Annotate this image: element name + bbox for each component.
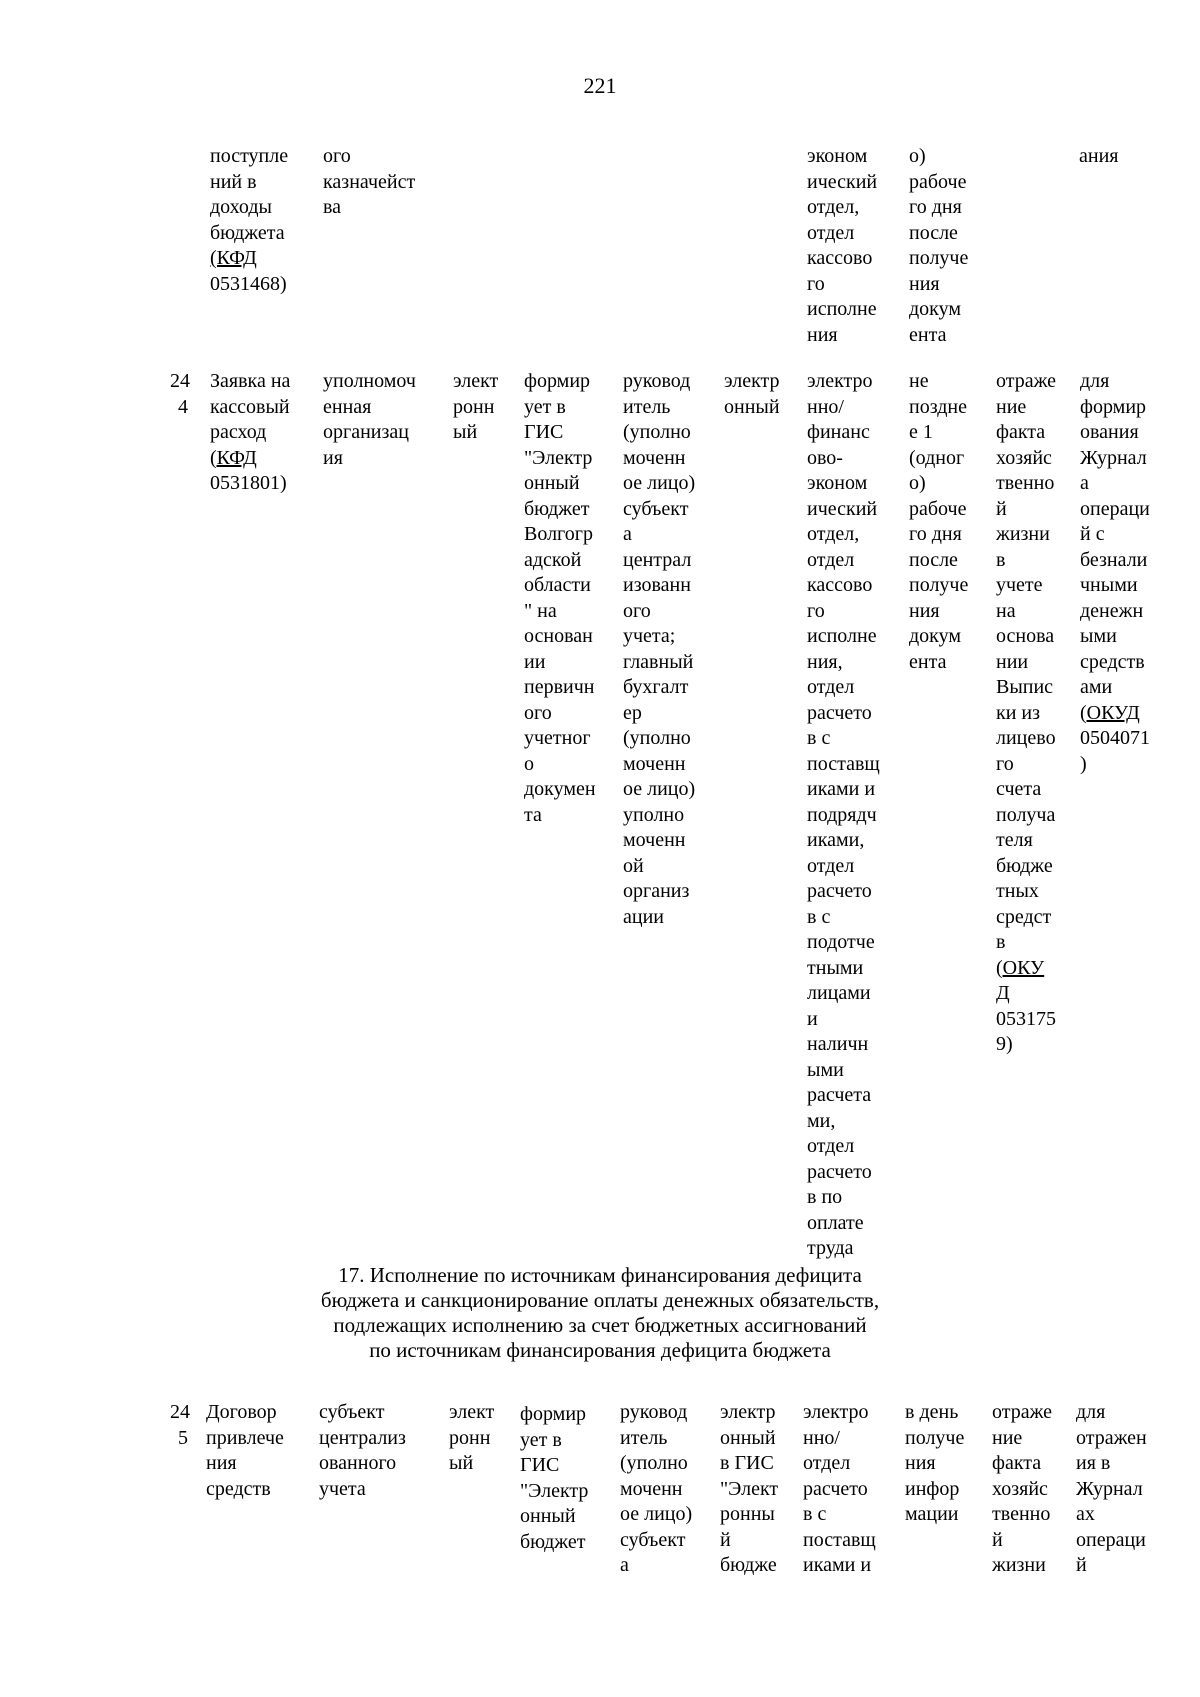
cell-row-245-number: 24 5 (170, 1401, 190, 1449)
cell-continuation-creator: ого казначейст ва (323, 145, 416, 218)
cell-row-245-form2: электр онный в ГИС "Элект ронны й бюдже (720, 1401, 779, 1576)
cell-row-245-recipient: электро нно/ отдел расчето в с поставщ иками и (803, 1401, 876, 1576)
cell-row-244-signer: руковод итель (уполно моченн ое лицо) субъект а централ изованн ого учета; главный бухгалт ер (уполно моченн ое лицо) уполно моченн ой организ ации (623, 370, 696, 928)
cell-row-244-form: элект ронн ый (453, 370, 499, 443)
cell-row-244-creator: уполномоч енная организац ия (323, 370, 416, 469)
cell-row-245-creator: субъект централиз ованного учета (319, 1401, 406, 1500)
cell-row-244-number: 24 4 (170, 370, 190, 418)
cell-continuation-name: поступле ний в доходы бюджета (КФД 0531468) (210, 145, 289, 295)
cell-row-245-purpose: для отражен ия в Журнал ах операци й (1076, 1401, 1147, 1576)
section-heading: 17. Исполнение по источникам финансирования дефицита бюджета и санкционирование оплаты денежных обязательств, подлежащих исполнению за счет бюджетных ассигнований по источникам финансирования дефицита бюджета (320, 1263, 880, 1362)
cell-row-245-form: элект ронн ый (449, 1401, 495, 1474)
cell-row-244-purpose: для формир ования Журнал а операци й с безнали чными денежн ыми средств ами (ОКУД 0504071 ) (1080, 370, 1150, 775)
cell-row-245-deadline: в день получе ния инфор мации (905, 1401, 965, 1525)
cell-row-244-name: Заявка на кассовый расход (КФД 0531801) (210, 370, 291, 494)
cell-row-244-method: формир ует в ГИС "Электр онный бюджет Волгогр адской области " на основан ии первичн ого учетног о докумен та (524, 370, 596, 826)
cell-row-245-reflection: отраже ние факта хозяйс твенно й жизни (992, 1401, 1053, 1576)
cell-row-245-signer: руковод итель (уполно моченн ое лицо) субъект а (620, 1401, 693, 1576)
cell-row-244-recipient: электро нно/ финанс ово- эконом ический отдел, отдел кассово го исполне ния, отдел расчето в с поставщ иками и подрядч иками, отдел расчето в с подотче тными лицами и наличн ыми расчета ми, отдел расчето в по оплате труда (807, 370, 880, 1259)
cell-row-245-method: формир ует в ГИС "Электр онный бюджет (520, 1403, 589, 1553)
cell-row-245-name: Договор привлече ния средств (206, 1401, 284, 1500)
cell-continuation-recipient: эконом ический отдел, отдел кассово го исполне ния (807, 145, 878, 346)
cell-row-244-deadline: не поздне е 1 (одног о) рабоче го дня после получе ния докум ента (909, 370, 969, 673)
page-number: 221 (583, 73, 617, 98)
cell-row-244-reflection: отраже ние факта хозяйс твенно й жизни в учете на основа нии Выпис ки из лицево го счета получа теля бюдже тных средст в (ОКУ Д 053175 9) (996, 370, 1057, 1055)
cell-continuation-deadline: о) рабоче го дня после получе ния докум ента (909, 145, 969, 346)
cell-continuation-purpose: ания (1079, 145, 1119, 167)
cell-row-244-form2: электр онный (724, 370, 780, 418)
